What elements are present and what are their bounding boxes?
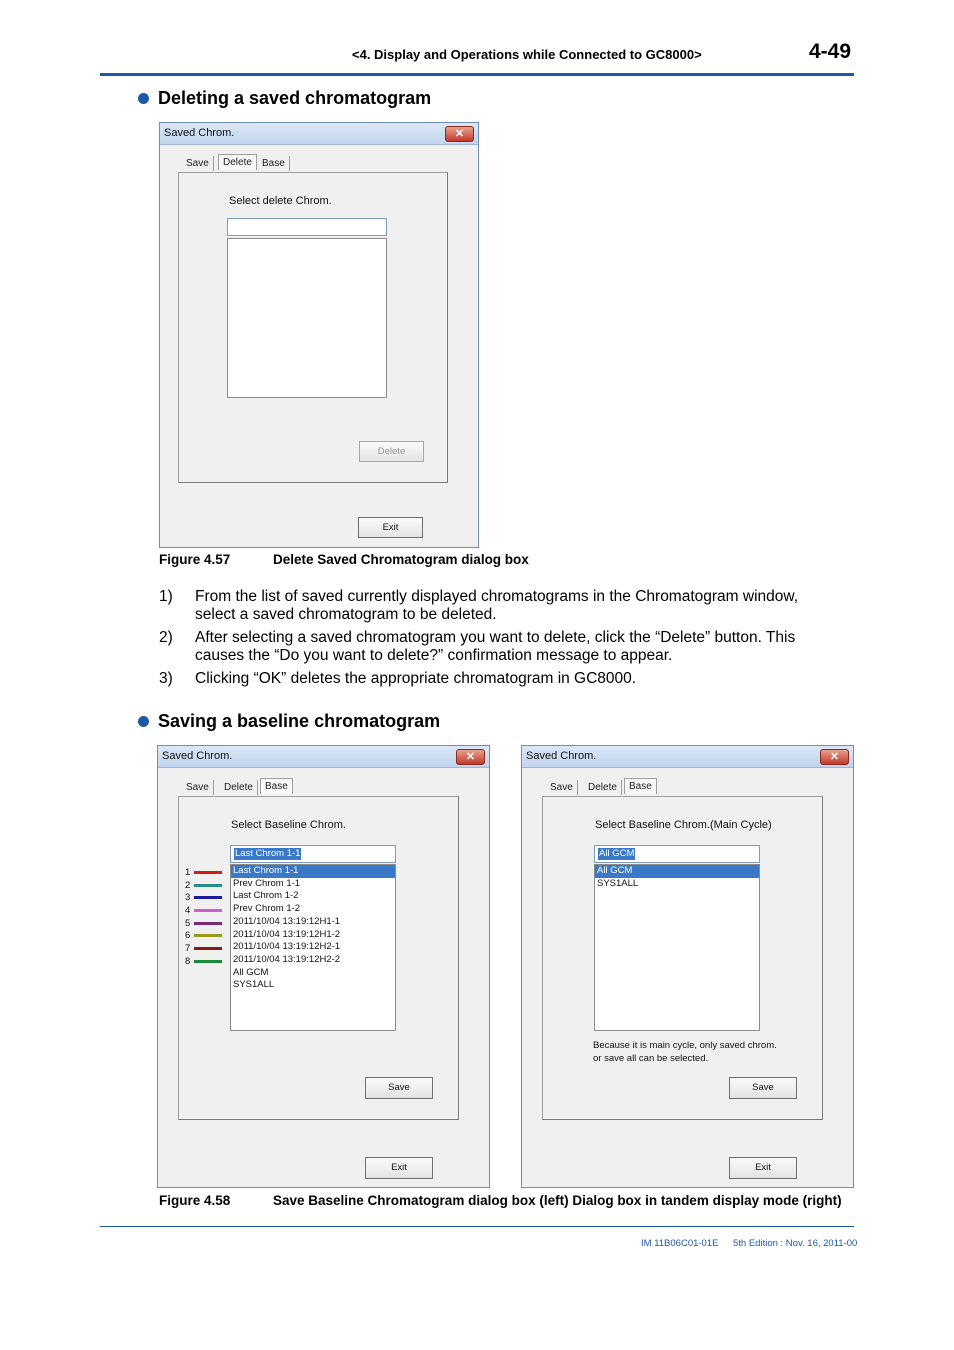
legend-row — [185, 891, 222, 904]
baseline-prompt: Select Baseline Chrom. — [231, 819, 346, 831]
tab-panel — [542, 796, 823, 1120]
edition-info: 5th Edition : Nov. 16, 2011-00 — [733, 1238, 858, 1249]
step-item — [159, 588, 839, 624]
save-button[interactable]: Save — [365, 1077, 433, 1099]
note-line: or save all can be selected. — [593, 1053, 709, 1064]
tab-save[interactable]: Save — [546, 780, 578, 795]
tab-save[interactable]: Save — [182, 780, 214, 795]
page-number: 4-49 — [809, 40, 852, 63]
legend-row — [185, 942, 222, 955]
baseline-combo[interactable] — [230, 845, 396, 863]
legend-line — [194, 871, 222, 874]
tab-delete[interactable]: Delete — [218, 154, 257, 170]
step-text: From the list of saved currently displayed chromatograms in the Chromatogram window, select a saved chromatogram to be deleted. — [195, 588, 799, 623]
header-rule — [100, 73, 854, 76]
baseline-dialog-right — [521, 745, 854, 1188]
dialog-title: Saved Chrom. — [164, 127, 235, 139]
legend-row — [185, 866, 222, 879]
figure-number: Figure 4.58 — [159, 1193, 231, 1208]
legend-number: 6 — [185, 930, 191, 942]
list-item[interactable]: Last Chrom 1-1 — [231, 865, 395, 878]
delete-button[interactable]: Delete — [359, 441, 424, 462]
section-title-baseline — [138, 711, 440, 732]
step-list — [159, 588, 839, 693]
list-item[interactable]: 2011/10/04 13:19:12H1-1 — [233, 915, 341, 927]
legend-number: 2 — [185, 879, 191, 891]
exit-button[interactable]: Exit — [729, 1157, 797, 1179]
footer-rule — [100, 1226, 854, 1227]
step-item — [159, 629, 839, 665]
list-item[interactable]: Last Chrom 1-2 — [233, 890, 299, 902]
dialog-title: Saved Chrom. — [526, 750, 597, 762]
step-number: 1) — [159, 588, 173, 605]
legend-row — [185, 879, 222, 892]
step-text: After selecting a saved chromatogram you want to delete, click the “Delete” button. This causes the “Do you want to delete?” confirmation message to appear. — [195, 629, 796, 664]
list-item[interactable]: 2011/10/04 13:19:12H2-1 — [233, 941, 341, 953]
tab-save[interactable]: Save — [182, 156, 214, 171]
dialog-titlebar — [160, 123, 478, 145]
legend-number: 7 — [185, 942, 191, 954]
tab-base-line[interactable]: Base — [624, 778, 657, 794]
tab-base-line[interactable]: Base — [260, 778, 293, 794]
chrom-combo[interactable] — [227, 218, 387, 236]
legend-number: 1 — [185, 866, 191, 878]
tab-base-line[interactable]: Base — [258, 156, 290, 171]
list-item[interactable]: SYS1ALL — [233, 979, 275, 991]
section-title-text: Saving a baseline chromatogram — [158, 711, 441, 731]
dialog-titlebar — [522, 746, 853, 768]
dialog-title: Saved Chrom. — [162, 750, 233, 762]
section-title-text: Deleting a saved chromatogram — [158, 88, 432, 108]
list-item[interactable]: 2011/10/04 13:19:12H1-2 — [233, 928, 341, 940]
dialog-titlebar — [158, 746, 489, 768]
figure-title: Save Baseline Chromatogram dialog box (left) Dialog box in tandem display mode (right) — [273, 1193, 842, 1208]
baseline-dialog-left — [157, 745, 490, 1188]
bullet-icon — [138, 716, 149, 727]
legend-number: 4 — [185, 904, 191, 916]
chrom-list[interactable] — [227, 238, 387, 398]
list-item[interactable]: All GCM — [233, 966, 269, 978]
figure-title: Delete Saved Chromatogram dialog box — [273, 552, 529, 567]
close-icon[interactable]: ✕ — [820, 749, 849, 765]
legend-number: 5 — [185, 917, 191, 929]
document-id: IM 11B06C01-01E — [641, 1238, 719, 1249]
step-text: Clicking “OK” deletes the appropriate chromatogram in GC8000. — [195, 670, 637, 687]
legend-line — [194, 947, 222, 950]
note-line: Because it is main cycle, only saved chrom. — [593, 1040, 777, 1051]
save-button[interactable]: Save — [729, 1077, 797, 1099]
legend-number: 8 — [185, 955, 191, 967]
legend-line — [194, 922, 222, 925]
color-legend — [185, 866, 222, 968]
legend-row — [185, 929, 222, 942]
tab-panel — [178, 172, 448, 483]
delete-dialog — [159, 122, 479, 548]
combo-selected-value: Last Chrom 1-1 — [235, 848, 301, 859]
legend-line — [194, 934, 222, 937]
legend-line — [194, 909, 222, 912]
baseline-list[interactable] — [594, 864, 760, 1031]
list-item[interactable]: All GCM — [595, 865, 759, 878]
exit-button[interactable]: Exit — [358, 517, 423, 538]
list-item[interactable]: SYS1ALL — [597, 877, 639, 889]
bullet-icon — [138, 93, 149, 104]
combo-selected-value: All GCM — [599, 848, 635, 859]
close-icon[interactable]: ✕ — [445, 126, 474, 142]
exit-button[interactable]: Exit — [365, 1157, 433, 1179]
figure-number: Figure 4.57 — [159, 552, 231, 567]
delete-prompt: Select delete Chrom. — [229, 195, 332, 207]
tab-panel — [178, 796, 459, 1120]
baseline-list[interactable] — [230, 864, 396, 1031]
legend-row — [185, 955, 222, 968]
baseline-combo[interactable] — [594, 845, 760, 863]
step-item — [159, 670, 839, 688]
list-item[interactable]: Prev Chrom 1-1 — [233, 877, 301, 889]
legend-line — [194, 884, 222, 887]
list-item[interactable]: Prev Chrom 1-2 — [233, 903, 301, 915]
legend-line — [194, 960, 222, 963]
legend-line — [194, 896, 222, 899]
step-number: 2) — [159, 629, 173, 646]
section-title-delete — [138, 88, 431, 109]
tab-delete[interactable]: Delete — [220, 780, 258, 795]
close-icon[interactable]: ✕ — [456, 749, 485, 765]
running-header: <4. Display and Operations while Connected to GC8000> — [352, 47, 702, 62]
list-item[interactable]: 2011/10/04 13:19:12H2-2 — [233, 953, 341, 965]
baseline-prompt: Select Baseline Chrom.(Main Cycle) — [595, 819, 772, 831]
tab-delete[interactable]: Delete — [584, 780, 622, 795]
legend-row — [185, 904, 222, 917]
legend-row — [185, 917, 222, 930]
legend-number: 3 — [185, 892, 191, 904]
step-number: 3) — [159, 670, 173, 687]
main-cycle-note — [593, 1039, 777, 1065]
